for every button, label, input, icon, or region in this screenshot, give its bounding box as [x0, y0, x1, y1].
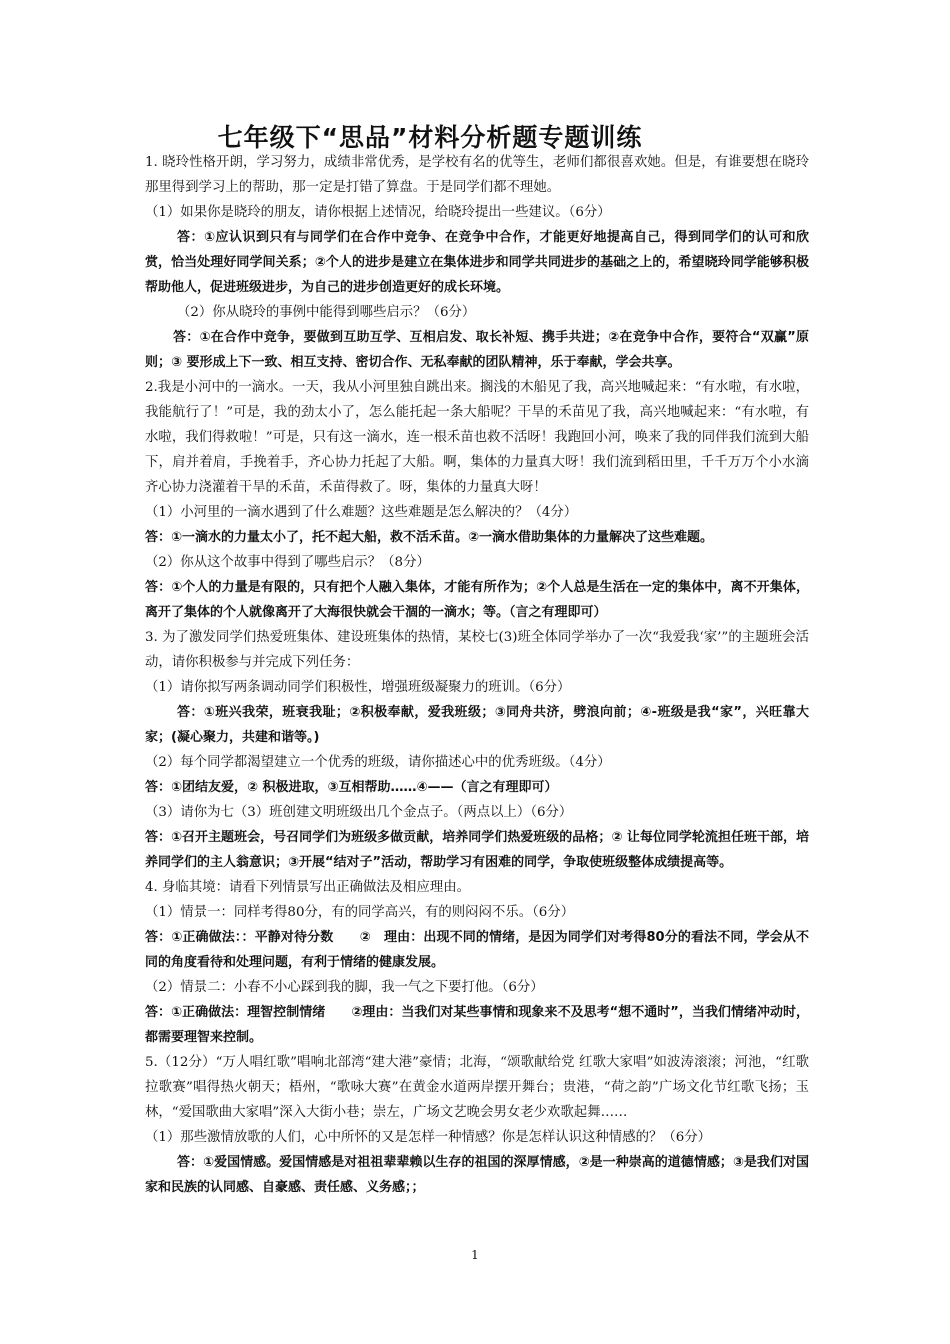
- page-number: 1: [471, 1248, 479, 1262]
- answer-q5-1: 答：①爱国情感。爱国情感是对祖祖辈辈赖以生存的祖国的深厚情感，②是一种崇高的道德情感；③是我们对国家和民族的认同感、自豪感、责任感、义务感；；: [145, 1155, 809, 1195]
- paragraph-q2-material: 2.我是小河中的一滴水。一天，我从小河里独自跳出来。搁浅的木船见了我，高兴地喊起来：“有水啦，有水啦，我能航行了！”可是，我的劲太小了，怎么能托起一条大船呢？干旱的禾苗见了我，高兴地喊起来：“有水啦，有水啦，我们得救啦！”可是，只有这一滴水，连一根禾苗也救不活呀！我跑回小河，唤来了我的同伴我们流到大船下，肩并着肩，手挽着手，齐心协力托起了大船。啊，集体的力量真大呀！我们流到稻田里，千千万万个小水滴齐心协力浇灌着干旱的禾苗，禾苗得救了。呀，集体的力量真大呀！: [145, 380, 809, 495]
- answer-q1-1: 答：①应认识到只有与同学们在合作中竞争、在竞争中合作，才能更好地提高自己，得到同学们的认可和欣赏，恰当处理好同学间关系；②个人的进步是建立在集体进步和同学共同进步的基础之上的，希望晓玲同学能够积极帮助他人，促进班级进步，为自己的进步创造更好的成长环境。: [145, 230, 809, 295]
- question-q4-2: （2）情景二：小春不小心踩到我的脚，我一气之下要打他。（6分）: [145, 980, 544, 995]
- question-q3-1: （1）请你拟写两条调动同学们积极性，增强班级凝聚力的班训。（6分）: [145, 680, 571, 695]
- paragraph-q5-material: 5.（12分）“万人唱红歌”唱响北部湾“建大港”豪情；北海，“颂歌献给党 红歌大家唱”如波涛滚滚；河池，“红歌拉歌赛”唱得热火朝天；梧州，“歌咏大赛”在黄金水道两岸摆开舞台；贵港，“荷之韵”广场文化节红歌飞扬；玉林，“爱国歌曲大家唱”深入大街小巷；崇左，广场文艺晚会男女老少欢歌起舞……: [145, 1055, 809, 1120]
- answer-q2-1: 答：①一滴水的力量太小了，托不起大船，救不活禾苗。②一滴水借助集体的力量解决了这些难题。: [145, 530, 714, 545]
- question-q2-1: （1）小河里的一滴水遇到了什么难题？这些难题是怎么解决的？（4分）: [145, 505, 578, 520]
- question-q4-1: （1）情景一：同样考得80分，有的同学高兴，有的则闷闷不乐。（6分）: [145, 905, 575, 920]
- answer-q3-2: 答：①团结友爱，② 积极进取，③互相帮助……④——（言之有理即可）: [145, 780, 558, 795]
- answer-q3-3: 答：①召开主题班会，号召同学们为班级多做贡献，培养同学们热爱班级的品格；② 让每位同学轮流担任班干部，培养同学们的主人翁意识；③开展“结对子”活动，帮助学习有困难的同学，争取使班级整体成绩提高等。: [145, 830, 809, 870]
- question-q2-2: （2）你从这个故事中得到了哪些启示？（8分）: [145, 555, 430, 570]
- page-title: 七年级下“思品”材料分析题专题训练: [217, 123, 643, 152]
- question-q3-2: （2）每个同学都渴望建立一个优秀的班级，请你描述心中的优秀班级。（4分）: [145, 755, 611, 770]
- answer-q4-2: 答：①正确做法：理智控制情绪 ②理由：当我们对某些事情和现象来不及思考“想不通时”，当我们情绪冲动时，都需要理智来控制。: [145, 1005, 809, 1045]
- answer-q2-2: 答：①个人的力量是有限的，只有把个人融入集体，才能有所作为；②个人总是生活在一定的集体中，离不开集体，离开了集体的个人就像离开了大海很快就会干涸的一滴水；等。（言之有理即可）: [145, 580, 809, 620]
- answer-q1-2: 答：①在合作中竞争，要做到互助互学、互相启发、取长补短、携手共进；②在竞争中合作，要符合“双赢”原则；③ 要形成上下一致、相互支持、密切合作、无私奉献的团队精神，乐于奉献，学会共享。: [145, 330, 809, 370]
- paragraph-q1-material: 1. 晓玲性格开朗，学习努力，成绩非常优秀，是学校有名的优等生，老师们都很喜欢她。但是，有谁要想在晓玲那里得到学习上的帮助，那一定是打错了算盘。于是同学们都不理她。: [145, 155, 809, 195]
- question-q5-1: （1）那些激情放歌的人们，心中所怀的又是怎样一种情感？你是怎样认识这种情感的？（6分）: [145, 1130, 712, 1145]
- document-body: [145, 150, 809, 1200]
- paragraph-q3-material: 3. 为了激发同学们热爱班集体、建设班集体的热情，某校七(3)班全体同学举办了一次“我爱我‘家’”的主题班会活动，请你积极参与并完成下列任务：: [145, 630, 809, 670]
- question-q1-2: （2）你从晓玲的事例中能得到哪些启示？（6分）: [177, 305, 476, 320]
- question-q3-3: （3）请你为七（3）班创建文明班级出几个金点子。（两点以上）（6分）: [145, 805, 573, 820]
- answer-q4-1: 答：①正确做法：：平静对待分数 ② 理由：出现不同的情绪，是因为同学们对考得80分的看法不同，学会从不同的角度看待和处理问题，有利于情绪的健康发展。: [145, 930, 809, 970]
- answer-q3-1: 答：①班兴我荣，班衰我耻；②积极奉献，爱我班级；③同舟共济，劈浪向前；④-班级是我“家”，兴旺靠大家；(凝心聚力，共建和谐等。): [145, 705, 809, 745]
- paragraph-q4-material: 4. 身临其境：请看下列情景写出正确做法及相应理由。: [145, 880, 471, 895]
- question-q1-1: （1）如果你是晓玲的朋友，请你根据上述情况，给晓玲提出一些建议。（6分）: [145, 205, 611, 220]
